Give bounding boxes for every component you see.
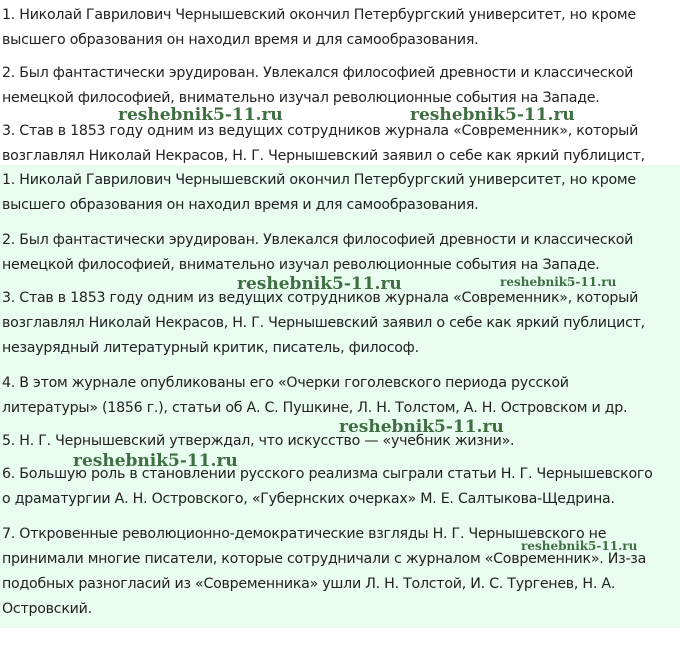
text-line: принимали многие писатели, которые сотрудничали с журналом «Современник». Из-за xyxy=(2,551,647,567)
text-line: высшего образования он находил время и для самообразования. xyxy=(2,197,479,213)
watermark: reshebnik5-11.ru xyxy=(73,451,238,471)
paragraph-6 xyxy=(2,462,678,512)
text-line: 2. Был фантастически эрудирован. Увлекался философией древности и классической xyxy=(2,65,634,81)
text-line: возглавлял Николай Некрасов, Н. Г. Чернышевский заявил о себе как яркий публицист, xyxy=(2,315,645,331)
watermark: reshebnik5-11.ru xyxy=(237,274,402,294)
watermark: reshebnik5-11.ru xyxy=(521,539,638,553)
text-line: Островский. xyxy=(2,601,92,617)
text-line: о драматургии А. Н. Островского, «Губернских очерках» М. Е. Салтыкова-Щедрина. xyxy=(2,491,615,507)
text-line: 7. Откровенные революционно-демократические взгляды Н. Г. Чернышевского не xyxy=(2,526,607,542)
top-paragraph-3 xyxy=(2,119,678,165)
top-paragraph-1 xyxy=(2,3,678,53)
text-line: немецкой философией, внимательно изучал революционные события на Западе. xyxy=(2,257,600,273)
paragraph-3 xyxy=(2,286,678,361)
watermark: reshebnik5-11.ru xyxy=(410,105,575,125)
text-line: 2. Был фантастически эрудирован. Увлекался философией древности и классической xyxy=(2,232,634,248)
main-text-block xyxy=(0,165,680,628)
paragraph-1 xyxy=(2,168,678,218)
watermark: reshebnik5-11.ru xyxy=(339,417,504,437)
watermark: reshebnik5-11.ru xyxy=(118,105,283,125)
text-line: 1. Николай Гаврилович Чернышевский окончил Петербургский университет, но кроме xyxy=(2,7,636,23)
text-line: немецкой философией, внимательно изучал революционные события на Западе. xyxy=(2,90,600,106)
text-line: высшего образования он находил время и для самообразования. xyxy=(2,32,479,48)
text-line: незаурядный литературный критик, писатель, философ. xyxy=(2,340,419,356)
text-line: возглавлял Николай Некрасов, Н. Г. Чернышевский заявил о себе как яркий публицист, xyxy=(2,148,645,164)
text-line: 4. В этом журнале опубликованы его «Очерки гоголевского периода русской xyxy=(2,375,569,391)
paragraph-7 xyxy=(2,522,678,622)
paragraph-2 xyxy=(2,228,678,278)
paragraph-5 xyxy=(2,429,678,454)
paragraph-4 xyxy=(2,371,678,421)
text-line: подобных разногласий из «Современника» ушли Л. Н. Толстой, И. С. Тургенев, Н. А. xyxy=(2,576,616,592)
text-line: 3. Став в 1853 году одним из ведущих сотрудников журнала «Современник», который xyxy=(2,123,639,139)
text-line: 5. Н. Г. Чернышевский утверждал, что искусство — «учебник жизни». xyxy=(2,433,515,449)
text-line: литературы» (1856 г.), статьи об А. С. Пушкине, Л. Н. Толстом, А. Н. Островском и др. xyxy=(2,400,628,416)
text-line: 6. Большую роль в становлении русского реализма сыграли статьи Н. Г. Чернышевского xyxy=(2,466,653,482)
watermark: reshebnik5-11.ru xyxy=(500,275,617,289)
top-paragraph-2 xyxy=(2,61,678,111)
top-text-fragment xyxy=(0,0,680,165)
text-line: 1. Николай Гаврилович Чернышевский окончил Петербургский университет, но кроме xyxy=(2,172,636,188)
text-line: 3. Став в 1853 году одним из ведущих сотрудников журнала «Современник», который xyxy=(2,290,639,306)
